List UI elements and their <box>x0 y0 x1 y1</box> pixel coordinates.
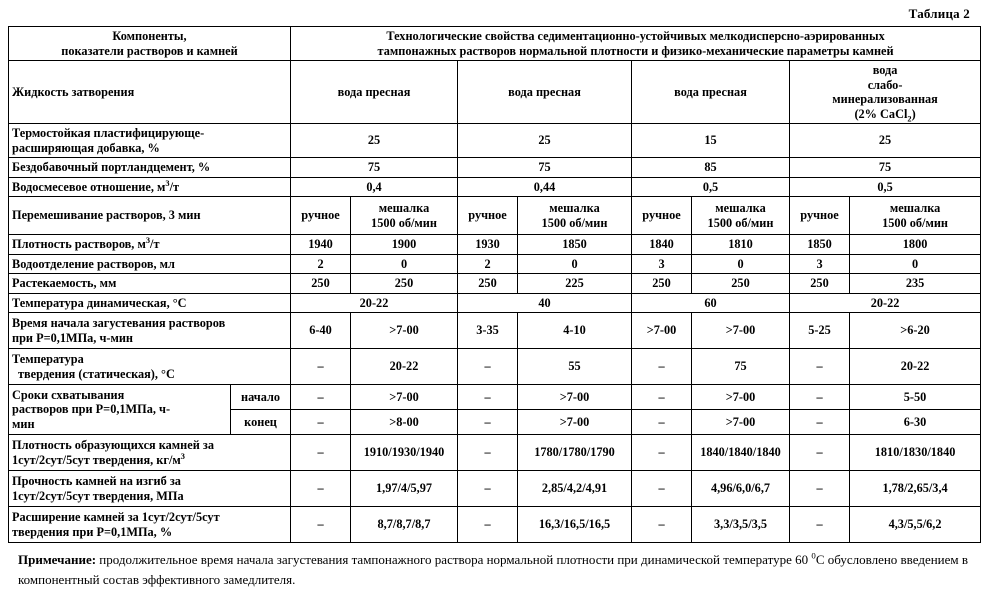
value-cement-2: 75 <box>458 158 632 178</box>
note-prefix: Примечание: <box>18 552 97 567</box>
value-slurry-density-2: 1900 <box>351 235 458 255</box>
value-spreadability-8: 235 <box>850 274 981 294</box>
value-bending-4: 2,85/4,2/4,91 <box>518 471 632 507</box>
value-mixing-liquid-3: вода пресная <box>632 61 790 124</box>
value-water-separation-2: 0 <box>351 254 458 274</box>
value-thickening-8: >6-20 <box>850 313 981 349</box>
label-cement: Бездобавочный портландцемент, % <box>9 158 291 178</box>
row-water-separation <box>9 254 981 274</box>
value-spreadability-6: 250 <box>692 274 790 294</box>
mixer-label-line1: мешалка <box>378 201 430 215</box>
value-spreadability-2: 250 <box>351 274 458 294</box>
value-hardening-4: 55 <box>518 349 632 385</box>
sublabel-setting-start: начало <box>231 385 291 410</box>
value-expansion-6: 3,3/3,5/3,5 <box>692 507 790 543</box>
value-mixing-liquid-2: вода пресная <box>458 61 632 124</box>
row-hardening-temperature <box>9 349 981 385</box>
label-water-ratio: Водосмесевое отношение, $м^3/т$ <box>9 177 291 197</box>
header-properties-line1: Технологические свойства седиментационно-устойчивых мелкодисперсно-аэрированных <box>386 29 885 43</box>
row-mixing-liquid <box>9 61 981 124</box>
value-spreadability-5: 250 <box>632 274 692 294</box>
value-setting-end-6: >7-00 <box>692 410 790 435</box>
value-dynamic-temperature-3: 60 <box>632 293 790 313</box>
header-components-line2: показатели растворов и камней <box>61 43 238 58</box>
value-hardening-6: 75 <box>692 349 790 385</box>
label-thickening-time <box>9 313 291 349</box>
water-ratio-superscript: 3 <box>165 178 170 188</box>
value-spreadability-4: 225 <box>518 274 632 294</box>
mixer-label-line2: 1500 об/мин <box>707 215 774 230</box>
value-thickening-4: 4-10 <box>518 313 632 349</box>
value-cement-1: 75 <box>291 158 458 178</box>
mixing-mixer-3 <box>692 197 790 235</box>
row-bending-strength <box>9 471 981 507</box>
value-bending-3: – <box>458 471 518 507</box>
value-bending-6: 4,96/6,0/6,7 <box>692 471 790 507</box>
label-hardening-line1: Температура <box>12 352 84 366</box>
mixing-manual-1: ручное <box>291 197 351 235</box>
value-setting-start-7: – <box>790 385 850 410</box>
value-expansion-1: – <box>291 507 351 543</box>
label-additive-line2: расширяющая добавка, % <box>12 140 160 155</box>
value-setting-start-2: >7-00 <box>351 385 458 410</box>
value-setting-start-3: – <box>458 385 518 410</box>
value-cement-4: 75 <box>790 158 981 178</box>
header-components-cell <box>9 27 291 61</box>
mineralized-line3: минерализованная <box>832 92 938 106</box>
value-hardening-7: – <box>790 349 850 385</box>
value-bending-7: – <box>790 471 850 507</box>
value-stone-density-4: 1780/1780/1790 <box>518 435 632 471</box>
value-water-separation-3: 2 <box>458 254 518 274</box>
value-slurry-density-5: 1840 <box>632 235 692 255</box>
value-water-ratio-1: 0,4 <box>291 177 458 197</box>
label-stone-density <box>9 435 291 471</box>
value-setting-end-2: >8-00 <box>351 410 458 435</box>
value-setting-start-6: >7-00 <box>692 385 790 410</box>
value-water-separation-5: 3 <box>632 254 692 274</box>
note-text-part1: продолжительное время начала загустевания тампонажного раствора нормальной плотности при динамической температуре 60 <box>96 552 812 567</box>
mixing-mixer-1 <box>351 197 458 235</box>
label-setting-time <box>9 385 231 435</box>
mineralized-line2: слабо- <box>867 77 903 92</box>
label-expansion <box>9 507 291 543</box>
value-setting-end-3: – <box>458 410 518 435</box>
cacl2-subscript: 2 <box>907 113 912 123</box>
mixer-label-line1: мешалка <box>549 201 600 215</box>
sublabel-setting-end: конец <box>231 410 291 435</box>
row-additive <box>9 124 981 158</box>
value-dynamic-temperature-4: 20-22 <box>790 293 981 313</box>
value-thickening-2: >7-00 <box>351 313 458 349</box>
value-water-separation-8: 0 <box>850 254 981 274</box>
mixing-manual-3: ручное <box>632 197 692 235</box>
value-setting-start-8: 5-50 <box>850 385 981 410</box>
table-header-row <box>9 27 981 61</box>
row-thickening-time <box>9 313 981 349</box>
value-stone-density-2: 1910/1930/1940 <box>351 435 458 471</box>
value-setting-end-4: >7-00 <box>518 410 632 435</box>
mixer-label-line2: 1500 об/мин <box>371 215 437 230</box>
row-slurry-density <box>9 235 981 255</box>
value-additive-4: 25 <box>790 124 981 158</box>
value-spreadability-1: 250 <box>291 274 351 294</box>
label-water-separation: Водоотделение растворов, мл <box>9 254 291 274</box>
label-expansion-line2: твердения при Р=0,1МПа, % <box>12 524 173 539</box>
value-slurry-density-8: 1800 <box>850 235 981 255</box>
row-spreadability <box>9 274 981 294</box>
value-mixing-liquid-4 <box>790 61 981 124</box>
value-additive-3: 15 <box>632 124 790 158</box>
value-hardening-8: 20-22 <box>850 349 981 385</box>
value-spreadability-7: 250 <box>790 274 850 294</box>
label-setting-line2: растворов при Р=0,1МПа, ч- <box>12 402 171 417</box>
value-thickening-7: 5-25 <box>790 313 850 349</box>
value-hardening-2: 20-22 <box>351 349 458 385</box>
mixing-manual-2: ручное <box>458 197 518 235</box>
mixing-mixer-2 <box>518 197 632 235</box>
row-expansion <box>9 507 981 543</box>
value-expansion-4: 16,3/16,5/16,5 <box>518 507 632 543</box>
label-bending-line1: Прочность камней на изгиб за <box>12 474 181 488</box>
value-bending-1: – <box>291 471 351 507</box>
row-dynamic-temperature <box>9 293 981 313</box>
header-properties-cell <box>291 27 981 61</box>
mineralized-line1: вода <box>872 63 898 77</box>
value-stone-density-6: 1840/1840/1840 <box>692 435 790 471</box>
value-setting-start-5: – <box>632 385 692 410</box>
value-dynamic-temperature-1: 20-22 <box>291 293 458 313</box>
value-stone-density-7: – <box>790 435 850 471</box>
stone-density-superscript: 3 <box>180 451 185 461</box>
row-water-ratio <box>9 177 981 197</box>
row-cement <box>9 158 981 178</box>
value-water-separation-1: 2 <box>291 254 351 274</box>
density-superscript: 3 <box>145 235 151 245</box>
table-note <box>8 543 980 590</box>
value-slurry-density-6: 1810 <box>692 235 790 255</box>
header-properties-line2: тампонажных растворов нормальной плотности и физико-механические параметры камней <box>377 43 894 58</box>
row-setting-time-start <box>9 385 981 410</box>
value-thickening-6: >7-00 <box>692 313 790 349</box>
mixer-label-line2: 1500 об/мин <box>541 215 608 230</box>
properties-table <box>8 26 981 543</box>
mineralized-line4: (2% CaCl$_2$) <box>854 106 916 123</box>
label-bending-line2: 1сут/2сут/5сут твердения, МПа <box>12 488 184 503</box>
value-stone-density-3: – <box>458 435 518 471</box>
value-dynamic-temperature-2: 40 <box>458 293 632 313</box>
value-slurry-density-1: 1940 <box>291 235 351 255</box>
value-stone-density-8: 1810/1830/1840 <box>850 435 981 471</box>
label-slurry-density: Плотность растворов, $м^3/т$ <box>9 235 291 255</box>
value-water-separation-6: 0 <box>692 254 790 274</box>
value-thickening-5: >7-00 <box>632 313 692 349</box>
value-bending-8: 1,78/2,65/3,4 <box>850 471 981 507</box>
row-stone-density <box>9 435 981 471</box>
value-thickening-3: 3-35 <box>458 313 518 349</box>
value-setting-end-8: 6-30 <box>850 410 981 435</box>
value-hardening-3: – <box>458 349 518 385</box>
value-expansion-5: – <box>632 507 692 543</box>
label-setting-line3: мин <box>12 416 35 431</box>
value-water-ratio-4: 0,5 <box>790 177 981 197</box>
value-expansion-2: 8,7/8,7/8,7 <box>351 507 458 543</box>
row-mixing-method <box>9 197 981 235</box>
label-setting-line1: Сроки схватывания <box>12 387 125 402</box>
label-mixing-liquid: Жидкость затворения <box>9 61 291 124</box>
note-text-part2: С обусловлено введением в компонентный состав эффективного замедлителя. <box>18 552 969 588</box>
label-hardening-line2: твердения (статическая), °С <box>18 366 175 381</box>
label-hardening-temperature <box>9 349 291 385</box>
value-slurry-density-4: 1850 <box>518 235 632 255</box>
value-slurry-density-3: 1930 <box>458 235 518 255</box>
header-components-line1: Компоненты, <box>112 29 187 43</box>
value-bending-5: – <box>632 471 692 507</box>
value-expansion-8: 4,3/5,5/6,2 <box>850 507 981 543</box>
value-cement-3: 85 <box>632 158 790 178</box>
mixing-manual-4: ручное <box>790 197 850 235</box>
value-mixing-liquid-1: вода пресная <box>291 61 458 124</box>
label-thickening-line1: Время начала загустевания растворов <box>12 316 226 330</box>
value-spreadability-3: 250 <box>458 274 518 294</box>
value-water-separation-7: 3 <box>790 254 850 274</box>
table-caption: Таблица 2 <box>908 6 970 21</box>
value-bending-2: 1,97/4/5,97 <box>351 471 458 507</box>
value-slurry-density-7: 1850 <box>790 235 850 255</box>
value-setting-end-1: – <box>291 410 351 435</box>
label-additive <box>9 124 291 158</box>
mixing-mixer-4 <box>850 197 981 235</box>
value-expansion-7: – <box>790 507 850 543</box>
label-dynamic-temperature: Температура динамическая, °С <box>9 293 291 313</box>
value-setting-start-1: – <box>291 385 351 410</box>
value-stone-density-5: – <box>632 435 692 471</box>
mixer-label-line1: мешалка <box>889 201 941 215</box>
label-bending-strength <box>9 471 291 507</box>
value-additive-2: 25 <box>458 124 632 158</box>
value-thickening-1: 6-40 <box>291 313 351 349</box>
value-hardening-5: – <box>632 349 692 385</box>
value-hardening-1: – <box>291 349 351 385</box>
value-setting-start-4: >7-00 <box>518 385 632 410</box>
value-setting-end-5: – <box>632 410 692 435</box>
label-stone-density-line1: Плотность образующихся камней за <box>12 438 214 452</box>
value-setting-end-7: – <box>790 410 850 435</box>
mixer-label-line1: мешалка <box>715 201 766 215</box>
label-mixing-method: Перемешивание растворов, 3 мин <box>9 197 291 235</box>
mixer-label-line2: 1500 об/мин <box>882 215 949 230</box>
label-expansion-line1: Расширение камней за 1сут/2сут/5сут <box>12 510 220 524</box>
note-degree-superscript: 0 <box>811 550 816 561</box>
label-thickening-line2: при Р=0,1МПа, ч-мин <box>12 330 134 345</box>
label-stone-density-line2: 1сут/2сут/5сут твердения, $кг/м^3$ <box>12 451 185 467</box>
value-water-ratio-2: 0,44 <box>458 177 632 197</box>
label-spreadability: Растекаемость, мм <box>9 274 291 294</box>
value-additive-1: 25 <box>291 124 458 158</box>
value-water-ratio-3: 0,5 <box>632 177 790 197</box>
value-expansion-3: – <box>458 507 518 543</box>
value-water-separation-4: 0 <box>518 254 632 274</box>
value-stone-density-1: – <box>291 435 351 471</box>
label-additive-line1: Термостойкая пластифицирующе- <box>12 126 205 140</box>
